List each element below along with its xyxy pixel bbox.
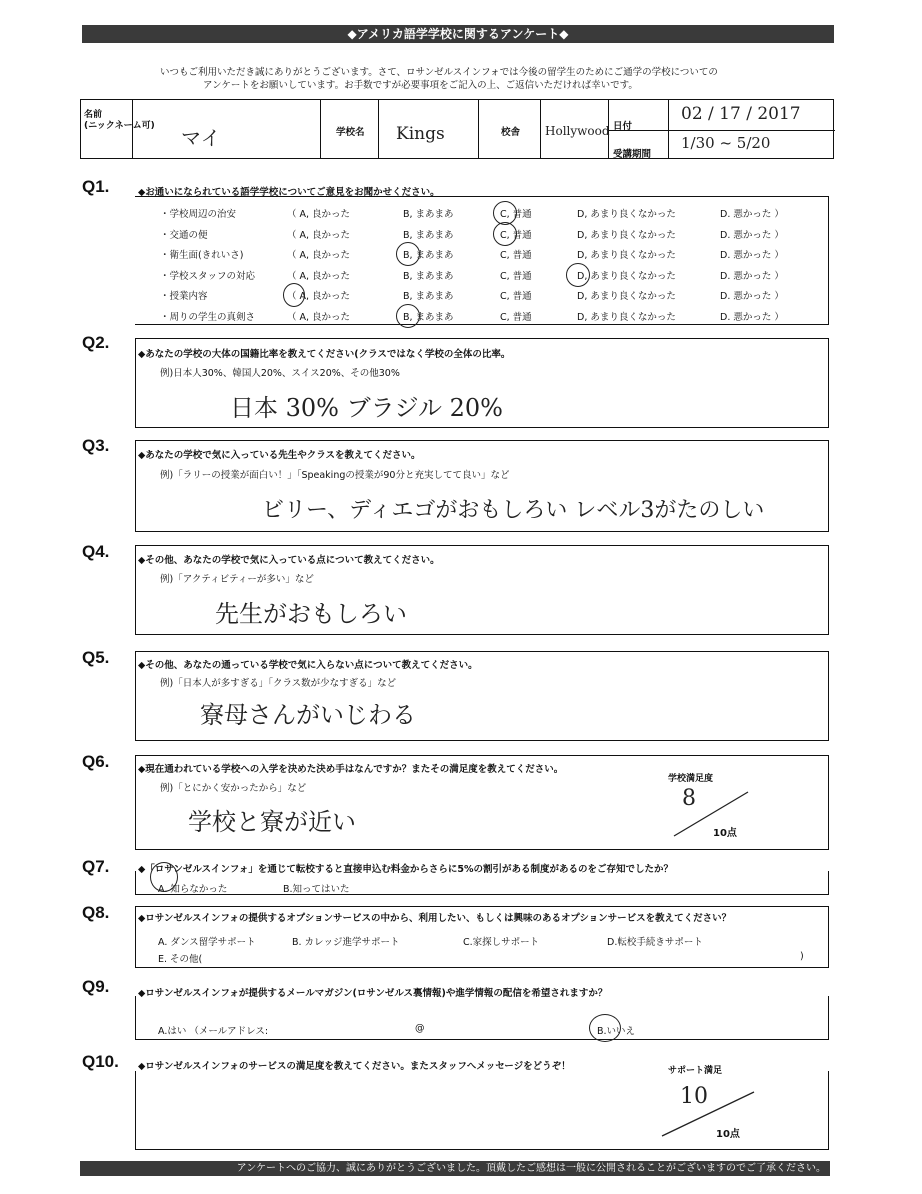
q9-number: Q9. (82, 977, 110, 996)
q1-option[interactable]: D. 悪かった ） (720, 291, 784, 303)
q1-option[interactable]: D. 悪かった ） (720, 229, 784, 241)
q4-text: ◆その他、あなたの学校で気に入っている点について教えてください。 (138, 555, 440, 566)
q1-option[interactable]: D, あまり良くなかった (577, 312, 676, 323)
q1-selection-mark (396, 242, 420, 266)
period-value[interactable]: 1/30 ~ 5/20 (681, 134, 771, 152)
name-label: 名前 (ニックネーム可) (84, 110, 155, 131)
q1-option[interactable]: C, 普通 (500, 291, 532, 303)
q7-box (135, 871, 829, 895)
q6-example: 例)「とにかく安かったから」など (160, 783, 307, 794)
q8-text: ◆ロサンゼルスインフォの提供するオプションサービスの中から、利用したい、もしくは興味のあるオプションサービスを教えてください？ (138, 913, 732, 924)
q10-score-slash (660, 1090, 756, 1138)
q8-number: Q8. (82, 903, 110, 922)
q1-option[interactable]: （ A, 良かった (287, 229, 351, 241)
q7-option-b[interactable]: B.知ってはいた (283, 884, 350, 895)
q7-option-a[interactable]: A. 知らなかった (158, 884, 228, 895)
q2-text: ◆あなたの学校の大体の国籍比率を教えてください(クラスではなく学校の全体の比率。 (138, 349, 511, 360)
q1-option[interactable]: B, まあまあ (403, 250, 454, 262)
q1-selection-mark (493, 222, 517, 246)
period-label: 受講期間 (613, 149, 652, 160)
q1-option[interactable]: D. 悪かった ） (720, 209, 784, 220)
q2-answer[interactable]: 日本 30% ブラジル 20% (230, 394, 503, 422)
q1-option[interactable]: C, 普通 (500, 229, 532, 241)
q1-selection-mark (396, 304, 420, 328)
q3-answer[interactable]: ビリー、ディエゴがおもしろい レベル3がたのしい (262, 498, 765, 523)
school-value[interactable]: Kings (396, 124, 445, 144)
q5-answer[interactable]: 寮母さんがいじわる (200, 701, 416, 729)
campus-label: 校舎 (501, 127, 521, 138)
school-label: 学校名 (336, 127, 365, 138)
q10-score-label: サポート満足 (668, 1066, 723, 1076)
q4-example: 例)「アクティビティーが多い」など (160, 574, 314, 585)
q9-selection-mark (589, 1014, 621, 1042)
q1-option[interactable]: D, あまり良くなかった (577, 291, 676, 303)
q1-text: ◆お通いになられている語学学校についてご意見をお聞かせください。 (138, 187, 440, 198)
q1-option[interactable]: （ A, 良かった (287, 312, 351, 323)
q1-option[interactable]: B, まあまあ (403, 229, 454, 241)
q1-option[interactable]: （ A, 良かった (287, 270, 351, 282)
q1-option[interactable]: （ A, 良かった (287, 209, 351, 220)
q7-text: ◆「ロサンゼルスインフォ」を通じて転校すると直接申込む料金からさらに5%の割引がある制度があるのをご存知でしたか？ (138, 864, 674, 875)
q8-option-d[interactable]: D.転校手続きサポート (607, 937, 703, 948)
q1-option[interactable]: B, まあまあ (403, 270, 454, 282)
q3-text: ◆あなたの学校で気に入っている先生やクラスを教えてください。 (138, 450, 421, 461)
q6-score-label: 学校満足度 (668, 774, 714, 784)
date-label: 日付 (613, 121, 633, 132)
date-value[interactable]: 02 / 17 / 2017 (681, 104, 801, 124)
q1-option[interactable]: C, 普通 (500, 270, 532, 282)
q1-option[interactable]: D, あまり良くなかった (577, 250, 676, 262)
q1-item-label: ・学校周辺の治安 (160, 209, 237, 220)
q10-score-max: 10点 (716, 1129, 740, 1140)
q8-option-b[interactable]: B. カレッジ進学サポート (292, 937, 400, 948)
q5-text: ◆その他、あなたの通っている学校で気に入らない点について教えてください。 (138, 660, 478, 671)
q2-example: 例)日本人30%、韓国人20%、スイス20%、その他30% (160, 368, 400, 379)
q1-item-label: ・交通の便 (160, 229, 208, 241)
q5-number: Q5. (82, 648, 110, 667)
q1-option[interactable]: C, 普通 (500, 209, 532, 220)
q1-option[interactable]: C, 普通 (500, 250, 532, 262)
q1-option[interactable]: D, あまり良くなかった (577, 209, 676, 220)
q6-number: Q6. (82, 752, 110, 771)
intro-line-1: いつもご利用いただき誠にありがとうございます。さて、ロサンゼルスインフォでは今後の留学生のためにご通学の学校についての (160, 67, 718, 78)
q8-option-c[interactable]: C.家探しサポート (463, 937, 540, 948)
q8-option-a[interactable]: A. ダンス留学サポート (158, 937, 256, 948)
q1-item-label: ・授業内容 (160, 291, 208, 303)
q3-example: 例)「ラリーの授業が面白い！」「Speakingの授業が90分と充実してて良い」など (160, 470, 510, 481)
q8-option-e-close: ) (800, 951, 804, 962)
q1-item-label: ・周りの学生の真剣さ (160, 312, 256, 323)
q10-number: Q10. (82, 1052, 119, 1071)
intro-line-2: アンケートをお願いしています。お手数ですが必要事項をご記入の上、ご返信いただければ幸いです。 (203, 80, 638, 91)
campus-value[interactable]: Hollywood (545, 124, 610, 138)
q3-number: Q3. (82, 436, 110, 455)
q7-number: Q7. (82, 857, 110, 876)
q1-option[interactable]: D, あまり良くなかった (577, 270, 676, 282)
q9-option-b[interactable]: B.いいえ (597, 1026, 636, 1037)
q6-score-max: 10点 (713, 828, 737, 839)
q1-option[interactable]: （ A, 良かった (287, 250, 351, 262)
survey-title: ◆アメリカ語学学校に関するアンケート◆ (82, 25, 834, 43)
q1-option[interactable]: B, まあまあ (403, 209, 454, 220)
footer-note: アンケートへのご協力、誠にありがとうございました。頂戴したご感想は一般に公開されることがございますのでご了承ください。 (80, 1161, 830, 1176)
q1-selection-mark (566, 263, 590, 287)
q1-item-label: ・衛生面(きれいさ) (160, 250, 244, 262)
q1-option[interactable]: D. 悪かった ） (720, 312, 784, 323)
q10-score-value[interactable]: 10 (680, 1084, 708, 1109)
q1-option[interactable]: C, 普通 (500, 312, 532, 323)
q8-option-e[interactable]: E. その他( (158, 954, 203, 965)
q1-option[interactable]: D, あまり良くなかった (577, 229, 676, 241)
q9-at-sign: @ (415, 1023, 425, 1034)
q4-number: Q4. (82, 542, 110, 561)
q1-option[interactable]: B, まあまあ (403, 312, 454, 323)
info-table (80, 99, 834, 159)
q6-text: ◆現在通われている学校への入学を決めた決め手はなんですか？またその満足度を教えてください。 (138, 764, 564, 775)
q1-option[interactable]: D. 悪かった ） (720, 250, 784, 262)
q10-text: ◆ロサンゼルスインフォのサービスの満足度を教えてください。またスタッフへメッセージをどうぞ！ (138, 1061, 571, 1072)
q9-option-a[interactable]: A.はい （メールアドレス: (158, 1026, 269, 1037)
q5-example: 例)「日本人が多すぎる」「クラス数が少なすぎる」など (160, 678, 397, 689)
q9-text: ◆ロサンゼルスインフォが提供するメールマガジン(ロサンゼルス裏情報)や進学情報の配信を希望されますか？ (138, 988, 608, 999)
name-value[interactable]: マイ (181, 126, 221, 150)
q1-item-label: ・学校スタッフの対応 (160, 270, 256, 282)
q4-answer[interactable]: 先生がおもしろい (215, 600, 407, 628)
q1-option[interactable]: （ A, 良かった (287, 291, 351, 303)
q6-answer[interactable]: 学校と寮が近い (188, 808, 356, 836)
q2-number: Q2. (82, 333, 110, 352)
q1-number: Q1. (82, 177, 110, 196)
q6-score-value[interactable]: 8 (682, 786, 696, 811)
q7-selection-mark (150, 862, 178, 892)
q1-option[interactable]: B, まあまあ (403, 291, 454, 303)
q1-option[interactable]: D. 悪かった ） (720, 270, 784, 282)
